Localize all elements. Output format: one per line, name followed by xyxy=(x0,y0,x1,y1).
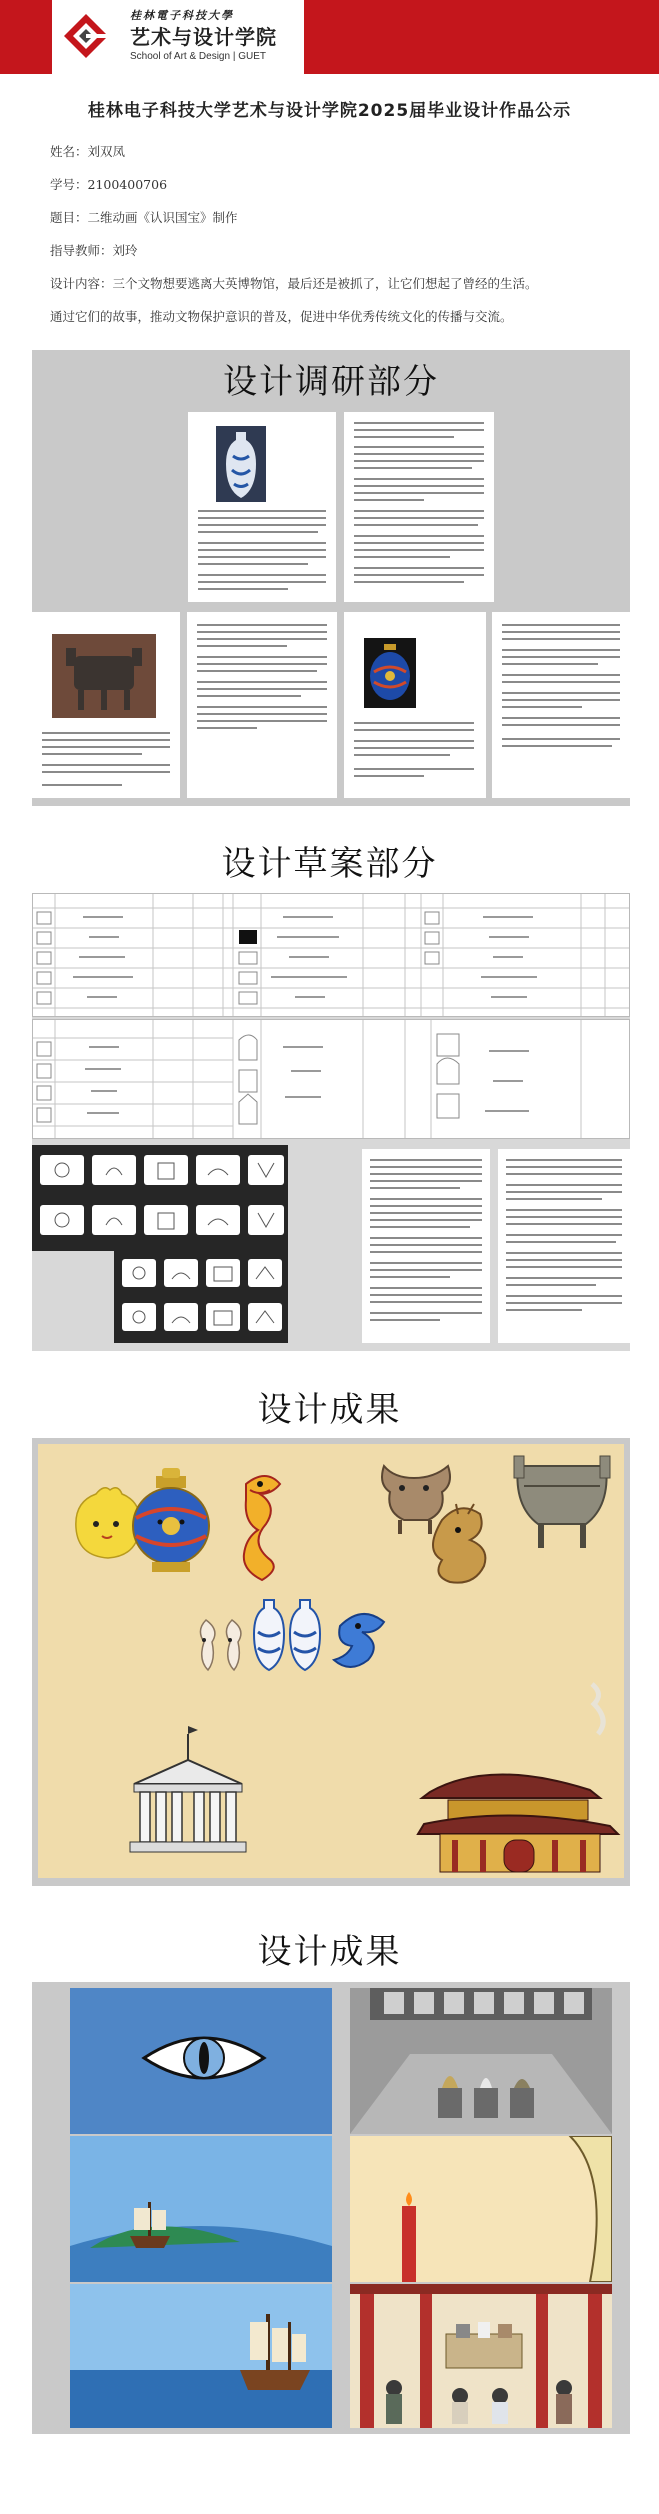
logo-emblem-icon xyxy=(62,12,110,60)
student-name: 姓名：刘双凤 xyxy=(50,144,126,159)
logo-chinese-name: 艺术与设计学院 xyxy=(130,25,277,49)
character-lineup xyxy=(38,1444,624,1878)
scene-ship-sailing xyxy=(70,2284,332,2428)
blue-white-vases-character xyxy=(254,1600,320,1670)
research-section-title: 设计调研部分 xyxy=(223,362,439,402)
school-logo xyxy=(52,0,304,74)
bronze-vessel-photo xyxy=(52,634,156,718)
scene-eye xyxy=(70,1988,332,2134)
british-museum-building xyxy=(130,1726,246,1852)
character-result-panel xyxy=(32,1438,630,1886)
ivory-figures-character xyxy=(200,1620,240,1670)
advisor: 指导教师：刘玲 xyxy=(50,243,138,258)
bronze-ding-character xyxy=(514,1456,610,1548)
research-panel xyxy=(32,350,630,806)
character-sketch-board xyxy=(114,1251,288,1343)
sketch-doc-page xyxy=(498,1149,630,1343)
bronze-dragon-character xyxy=(433,1504,485,1583)
yellow-bird-character xyxy=(76,1488,140,1558)
research-doc-page xyxy=(344,412,494,602)
character-sketch-board xyxy=(32,1145,288,1251)
scene-candle-memory xyxy=(350,2136,612,2282)
student-id: 学号：2100400706 xyxy=(50,177,168,192)
cloisonne-jar-character xyxy=(133,1468,209,1572)
logo-english-name: School of Art & Design | GUET xyxy=(130,51,266,62)
research-doc-page xyxy=(492,612,630,798)
research-doc-page xyxy=(344,612,486,798)
storyboard-sheet xyxy=(32,1019,630,1139)
vase-photo xyxy=(216,426,266,502)
scene-sea-voyage xyxy=(70,2136,332,2282)
result-section-title: 设计成果 xyxy=(257,1390,402,1430)
scene-museum-hall xyxy=(350,1988,612,2134)
result-section-title-2: 设计成果 xyxy=(257,1932,402,1972)
scene-temple-ceremony xyxy=(350,2284,612,2428)
scene-result-panel xyxy=(32,1982,630,2434)
research-doc-page xyxy=(188,412,336,602)
storyboard-sketches xyxy=(33,1020,630,1139)
page-title: 桂林电子科技大学艺术与设计学院2025届毕业设计作品公示 xyxy=(87,101,572,121)
project-topic: 题目：二维动画《认识国宝》制作 xyxy=(50,210,238,225)
research-doc-page xyxy=(187,612,337,798)
design-content: 设计内容：三个文物想要逃离大英博物馆，最后还是被抓了，让它们想起了曾经的生活。 xyxy=(50,276,538,291)
design-content-continued: 通过它们的故事，推动文物保护意识的普及，促进中华优秀传统文化的传播与交流。 xyxy=(50,309,513,324)
research-doc-page xyxy=(32,612,180,798)
golden-dragon-character xyxy=(244,1476,280,1580)
sketch-section-title: 设计草案部分 xyxy=(221,844,438,884)
sketch-panel xyxy=(32,893,630,1351)
storyboard-grid xyxy=(33,894,630,1017)
sketch-doc-page xyxy=(362,1149,490,1343)
storyboard-sheet xyxy=(32,893,630,1017)
blue-dragon-character xyxy=(334,1614,384,1667)
cloisonne-jar-photo xyxy=(364,638,416,708)
logo-calligraphy: 桂林電子科技大學 xyxy=(130,9,234,22)
chinese-palace-building xyxy=(418,1684,618,1872)
